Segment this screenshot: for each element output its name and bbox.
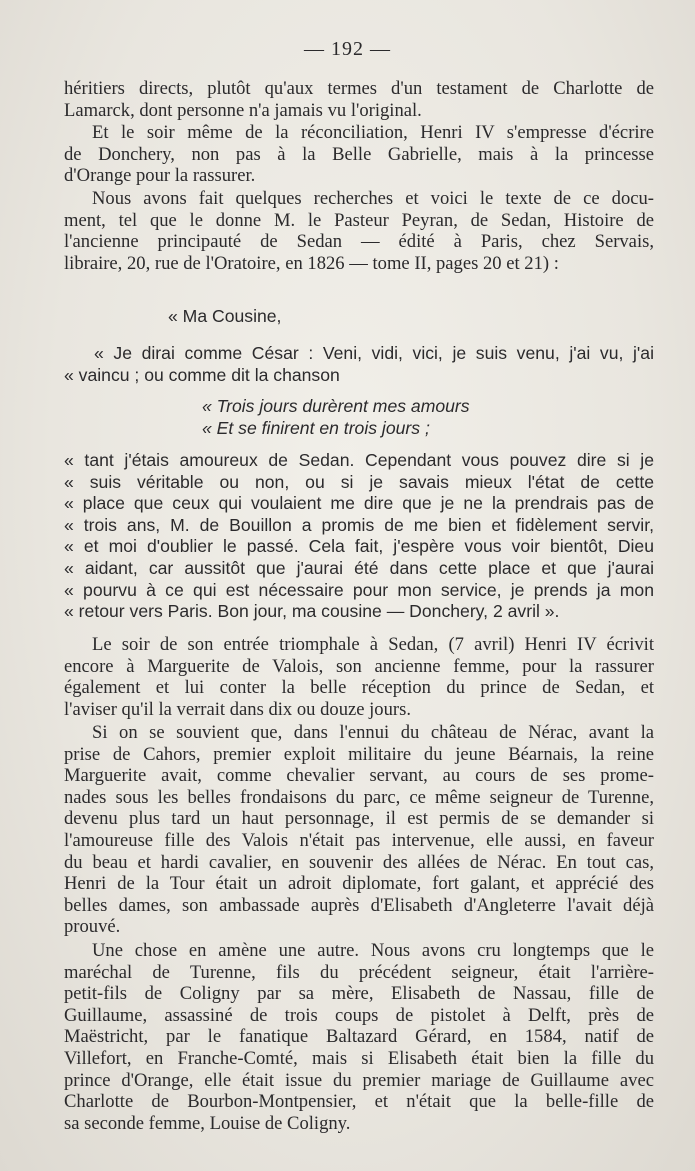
paragraph-4 [64, 634, 654, 720]
text-line: ment, tel que le donne M. le Pasteur Peyran, de Sedan, Histoire de [64, 209, 654, 231]
text-line: devenu plus tard un haut personnage, il est permis de se demander si [64, 808, 654, 830]
text-line: Marguerite avait, comme chevalier servant, au cours de ses prome- [64, 765, 654, 787]
page-number: — 192 — [304, 38, 391, 60]
text-line: libraire, 20, rue de l'Oratoire, en 1826 — tome II, pages 20 et 21) : [64, 252, 559, 274]
text-line: prince d'Orange, elle était issue du premier mariage de Guillaume avec [64, 1069, 654, 1091]
text-line: Lamarck, dont personne n'a jamais vu l'original. [64, 99, 422, 121]
text-line: d'Orange pour la rassurer. [64, 165, 256, 187]
paragraph-3 [64, 188, 654, 274]
text-line: l'amoureuse fille des Valois n'était pas intervenue, elle aussi, en faveur [64, 829, 654, 851]
text-line: du beau et hardi cavalier, en souvenir des allées de Nérac. En tout cas, [64, 851, 654, 873]
text-line: héritiers directs, plutôt qu'aux termes d'un testament de Charlotte de [64, 78, 654, 99]
text-line: « tant j'étais amoureux de Sedan. Cependant vous pouvez dire si je [64, 450, 654, 470]
paragraph-6 [64, 940, 654, 1134]
text-line: Villefort, en Franche-Comté, mais si Elisabeth était bien la fille du [64, 1047, 654, 1069]
text-line: « et moi d'oublier le passé. Cela fait, j'espère vous voir bientôt, Dieu [64, 536, 654, 557]
text-line: nades sous les belles frondaisons du parc, ce même seigneur de Turenne, [64, 786, 654, 808]
text-line: « vaincu ; ou comme dit la chanson [64, 364, 340, 385]
text-line: « Ma Cousine, [168, 306, 282, 326]
text-line: Charlotte de Bourbon-Montpensier, et n'était que la belle-fille de [64, 1091, 654, 1113]
text-line: Une chose en amène une autre. Nous avons cru longtemps que le [92, 940, 654, 961]
text-line: encore à Marguerite de Valois, son ancienne femme, pour la rassurer [64, 655, 654, 677]
text-line: l'aviser qu'il la verrait dans dix ou douze jours. [64, 698, 411, 720]
paragraph-5 [64, 722, 654, 938]
text-line: Maëstricht, par le fanatique Baltazard Gérard, en 1584, natif de [64, 1026, 654, 1048]
text-line: de Donchery, non pas à la Belle Gabrielle, mais à la princesse [64, 143, 654, 165]
text-line: sa seconde femme, Louise de Coligny. [64, 1112, 351, 1134]
text-line: « suis véritable ou non, ou si je savais mieux l'état de cette [64, 471, 654, 492]
text-line: « Trois jours durèrent mes amours [202, 396, 470, 416]
letter-poem [202, 396, 622, 439]
letter-salutation [168, 306, 468, 328]
text-line: « retour vers Paris. Bon jour, ma cousine — Donchery, 2 avril ». [64, 601, 560, 622]
letter-paragraph-1 [64, 343, 654, 386]
letter-paragraph-2 [64, 450, 654, 623]
paragraph-1 [64, 78, 654, 121]
text-line: « pourvu à ce qui est nécessaire pour mon service, je prends ja mon [64, 579, 654, 600]
text-line: « trois ans, M. de Bouillon a promis de me bien et fidèlement servir, [64, 514, 654, 535]
text-line: également et lui conter la belle réception du prince de Sedan, et [64, 677, 654, 699]
text-line: prouvé. [64, 916, 121, 938]
text-line: « Et se finirent en trois jours ; [202, 417, 430, 438]
text-line: « Je dirai comme César : Veni, vidi, vici, je suis venu, j'ai vu, j'ai [94, 343, 654, 363]
text-line: Et le soir même de la réconciliation, Henri IV s'empresse d'écrire [92, 122, 654, 143]
text-line: Nous avons fait quelques recherches et voici le texte de ce docu- [92, 188, 654, 209]
paragraph-2 [64, 122, 654, 187]
text-line: l'ancienne principauté de Sedan — édité à Paris, chez Servais, [64, 231, 654, 253]
text-line: Le soir de son entrée triomphale à Sedan, (7 avril) Henri IV écrivit [92, 634, 654, 655]
text-line: Henri de la Tour était un adroit diplomate, fort galant, et apprécié des [64, 873, 654, 895]
text-line: « place que ceux qui voulaient me dire que je ne la prendrais pas de [64, 493, 654, 514]
text-line: « aidant, car aussitôt que j'aurai été dans cette place et que j'aurai [64, 557, 654, 578]
text-line: Guillaume, assassiné de trois coups de pistolet à Delft, près de [64, 1004, 654, 1026]
text-line: maréchal de Turenne, fils du précédent seigneur, était l'arrière- [64, 961, 654, 983]
text-line: prise de Cahors, premier exploit militaire du jeune Béarnais, la reine [64, 743, 654, 765]
text-line: Si on se souvient que, dans l'ennui du château de Nérac, avant la [92, 722, 654, 743]
text-line: belles dames, son ambassade auprès d'Elisabeth d'Angleterre l'avait déjà [64, 894, 654, 916]
text-line: petit-fils de Coligny par sa mère, Elisabeth de Nassau, fille de [64, 983, 654, 1005]
